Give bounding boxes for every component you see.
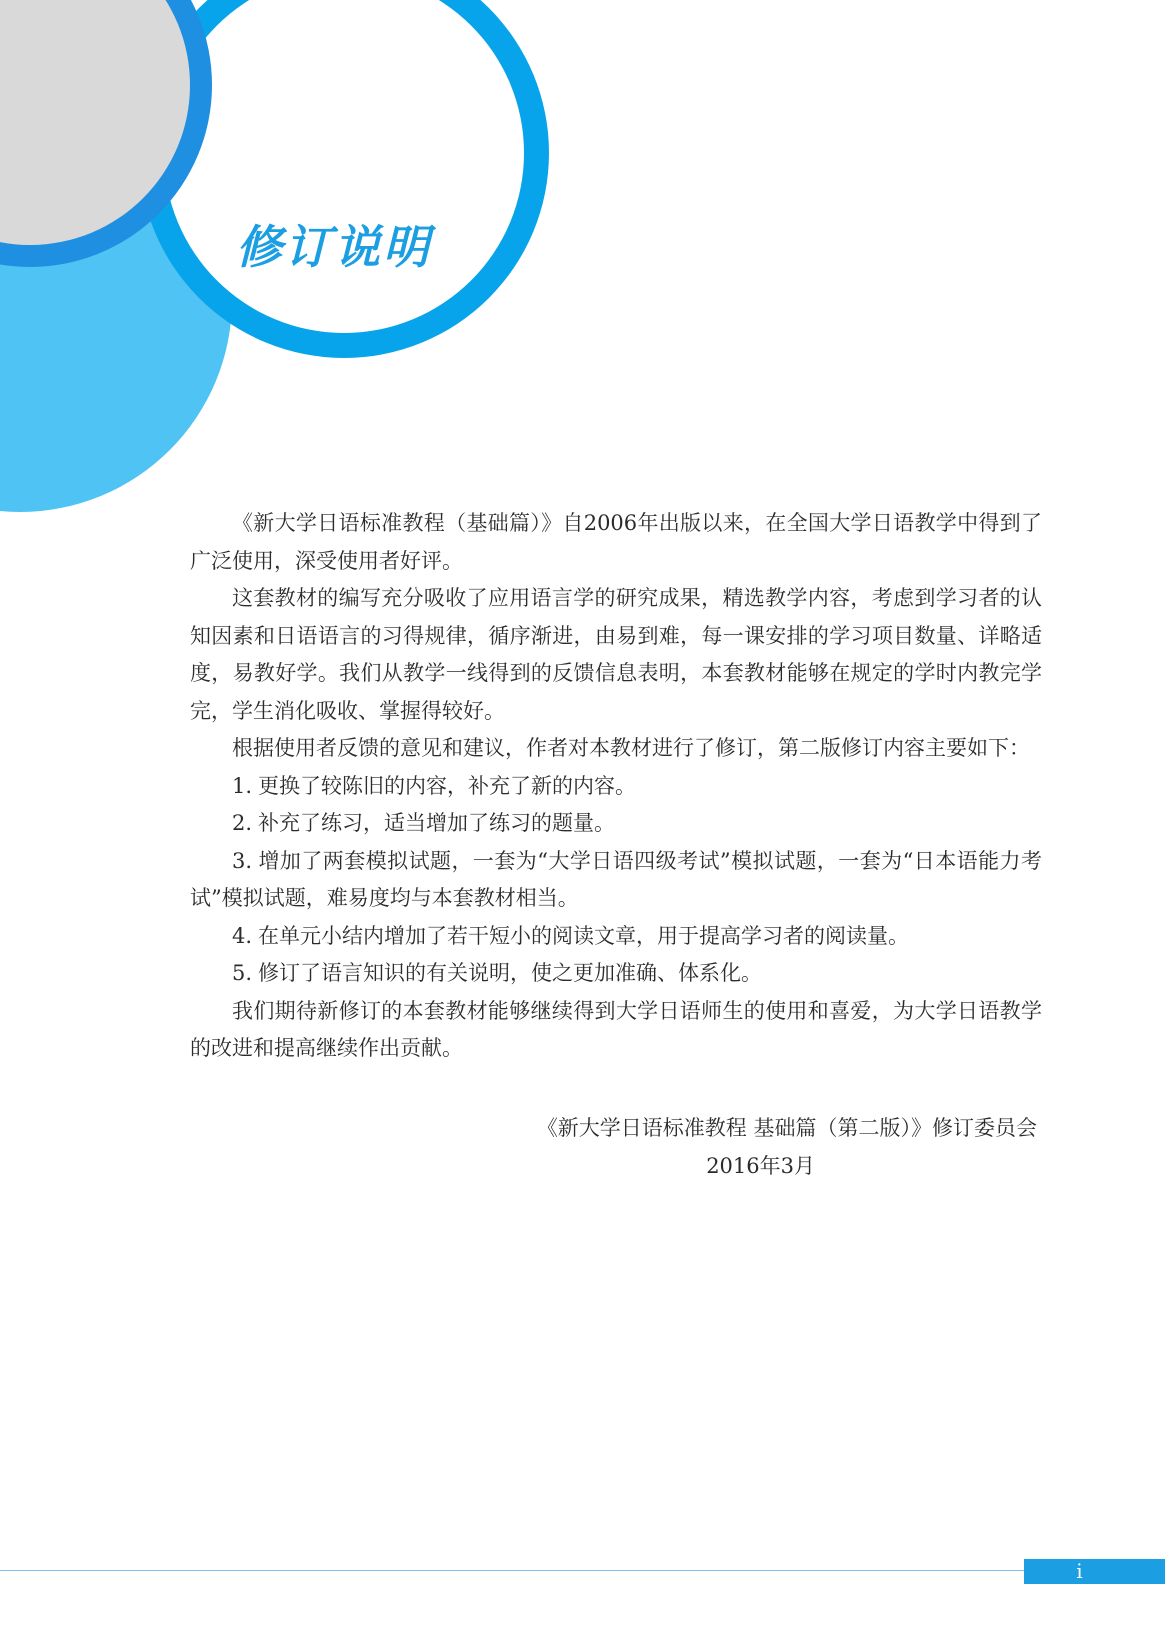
revision-item-1 — [190, 768, 1042, 806]
revision-item-3 — [190, 843, 1042, 918]
revision-number: 5. — [232, 961, 253, 985]
preface-body — [190, 505, 1042, 1068]
revision-text: 增加了两套模拟试题，一套为“大学日语四级考试”模拟试题，一套为“日本语能力考试”模拟试题，难易度均与本套教材相当。 — [190, 848, 1042, 910]
paragraph-features: 这套教材的编写充分吸收了应用语言学的研究成果，精选教学内容，考虑到学习者的认知因素和日语语言的习得规律，循序渐进，由易到难，每一课安排的学习项目数量、详略适度，易教好学。我们从教学一线得到的反馈信息表明，本套教材能够在规定的学时内教完学完，学生消化吸收、掌握得较好。 — [190, 586, 1042, 723]
revision-text: 修订了语言知识的有关说明，使之更加准确、体系化。 — [258, 961, 763, 985]
revision-item-5 — [190, 955, 1042, 993]
revision-item-4 — [190, 918, 1042, 956]
paragraph-revision-intro: 根据使用者反馈的意见和建议，作者对本教材进行了修订，第二版修订内容主要如下： — [232, 736, 1030, 760]
revision-number: 4. — [232, 923, 253, 948]
revision-text: 在单元小结内增加了若干短小的阅读文章，用于提高学习者的阅读量。 — [258, 923, 910, 948]
revision-text: 补充了练习，适当增加了练习的题量。 — [258, 811, 616, 835]
footer-rule — [0, 1570, 1024, 1571]
revision-number: 1. — [232, 773, 253, 798]
signature-block — [537, 1110, 1037, 1185]
paragraph-intro: 《新大学日语标准教程（基础篇）》自2006年出版以来，在全国大学日语教学中得到了广泛使用，深受使用者好评。 — [190, 511, 1042, 573]
revision-item-2 — [190, 805, 1042, 843]
revision-number: 2. — [232, 811, 253, 835]
signature-date: 2016年3月 — [706, 1153, 815, 1178]
revision-text: 更换了较陈旧的内容，补充了新的内容。 — [258, 773, 637, 798]
page-title: 修订说明 — [236, 220, 432, 274]
paragraph-closing: 我们期待新修订的本套教材能够继续得到大学日语师生的使用和喜爱，为大学日语教学的改进和提高继续作出贡献。 — [190, 998, 1042, 1060]
page-number: i — [1024, 1559, 1165, 1584]
revision-number: 3. — [232, 848, 253, 873]
signature-committee: 《新大学日语标准教程 基础篇（第二版）》修订委员会 — [536, 1116, 1037, 1140]
